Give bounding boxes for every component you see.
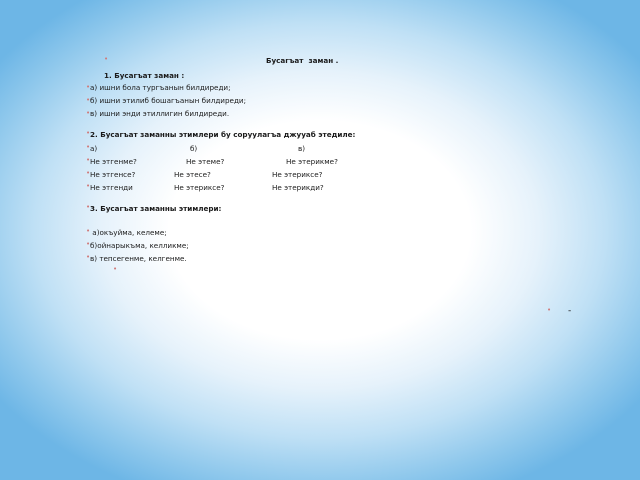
table-column-header: б) — [190, 144, 198, 153]
table-cell: Не этериксе? — [174, 183, 225, 192]
section3-item: а)окъуйма, келеме; — [90, 228, 167, 237]
table-cell: Не этериксе? — [272, 170, 323, 179]
bullet-marker: • — [86, 109, 91, 117]
bullet-marker: • — [86, 129, 91, 137]
table-column-header: а) — [90, 144, 98, 153]
bullet-marker: • — [86, 83, 91, 91]
section3-heading: 3. Бусагъат заманны этимлери: — [90, 204, 222, 213]
bullet-marker: • — [86, 253, 91, 261]
table-cell: Не этгенди — [90, 183, 133, 192]
bullet-marker: • — [86, 143, 91, 151]
bullet-marker: • — [86, 169, 91, 177]
table-cell: Не этесе? — [174, 170, 211, 179]
section1-item: б) ишни этилиб бошагъанын билдиреди; — [90, 96, 247, 105]
bullet-marker: • — [86, 203, 91, 211]
bullet-marker: • — [113, 265, 118, 273]
bullet-marker: • — [104, 55, 109, 63]
section3-item: б)ойнарыкъма, келликме; — [90, 241, 189, 250]
slide-title: Бусагъат заман . — [266, 56, 339, 65]
bottom-dash: - — [568, 306, 572, 316]
table-cell: Не этерикме? — [286, 157, 338, 166]
table-column-header: в) — [298, 144, 306, 153]
section1-heading: 1. Бусагъат заман : — [104, 71, 185, 80]
section1-item: а) ишни бола тургъанын билдиреди; — [90, 83, 231, 92]
table-cell: Не этгенсе? — [90, 170, 136, 179]
section3-item: в) тепсегенме, келгенме. — [90, 254, 187, 263]
section2-heading: 2. Бусагъат заманны этимлери бу соруулагъа джууаб этедиле: — [90, 130, 356, 139]
section1-item: в) ишни энди этиллигин билдиреди. — [90, 109, 230, 118]
bullet-marker: • — [86, 156, 91, 164]
bullet-marker: • — [86, 182, 91, 190]
table-cell: Не этерикди? — [272, 183, 324, 192]
table-cell: Не этгенме? — [90, 157, 137, 166]
table-cell: Не этеме? — [186, 157, 225, 166]
bullet-marker: • — [547, 306, 552, 314]
bullet-marker: • — [86, 96, 91, 104]
bullet-marker: • — [86, 227, 91, 235]
bullet-marker: • — [86, 240, 91, 248]
